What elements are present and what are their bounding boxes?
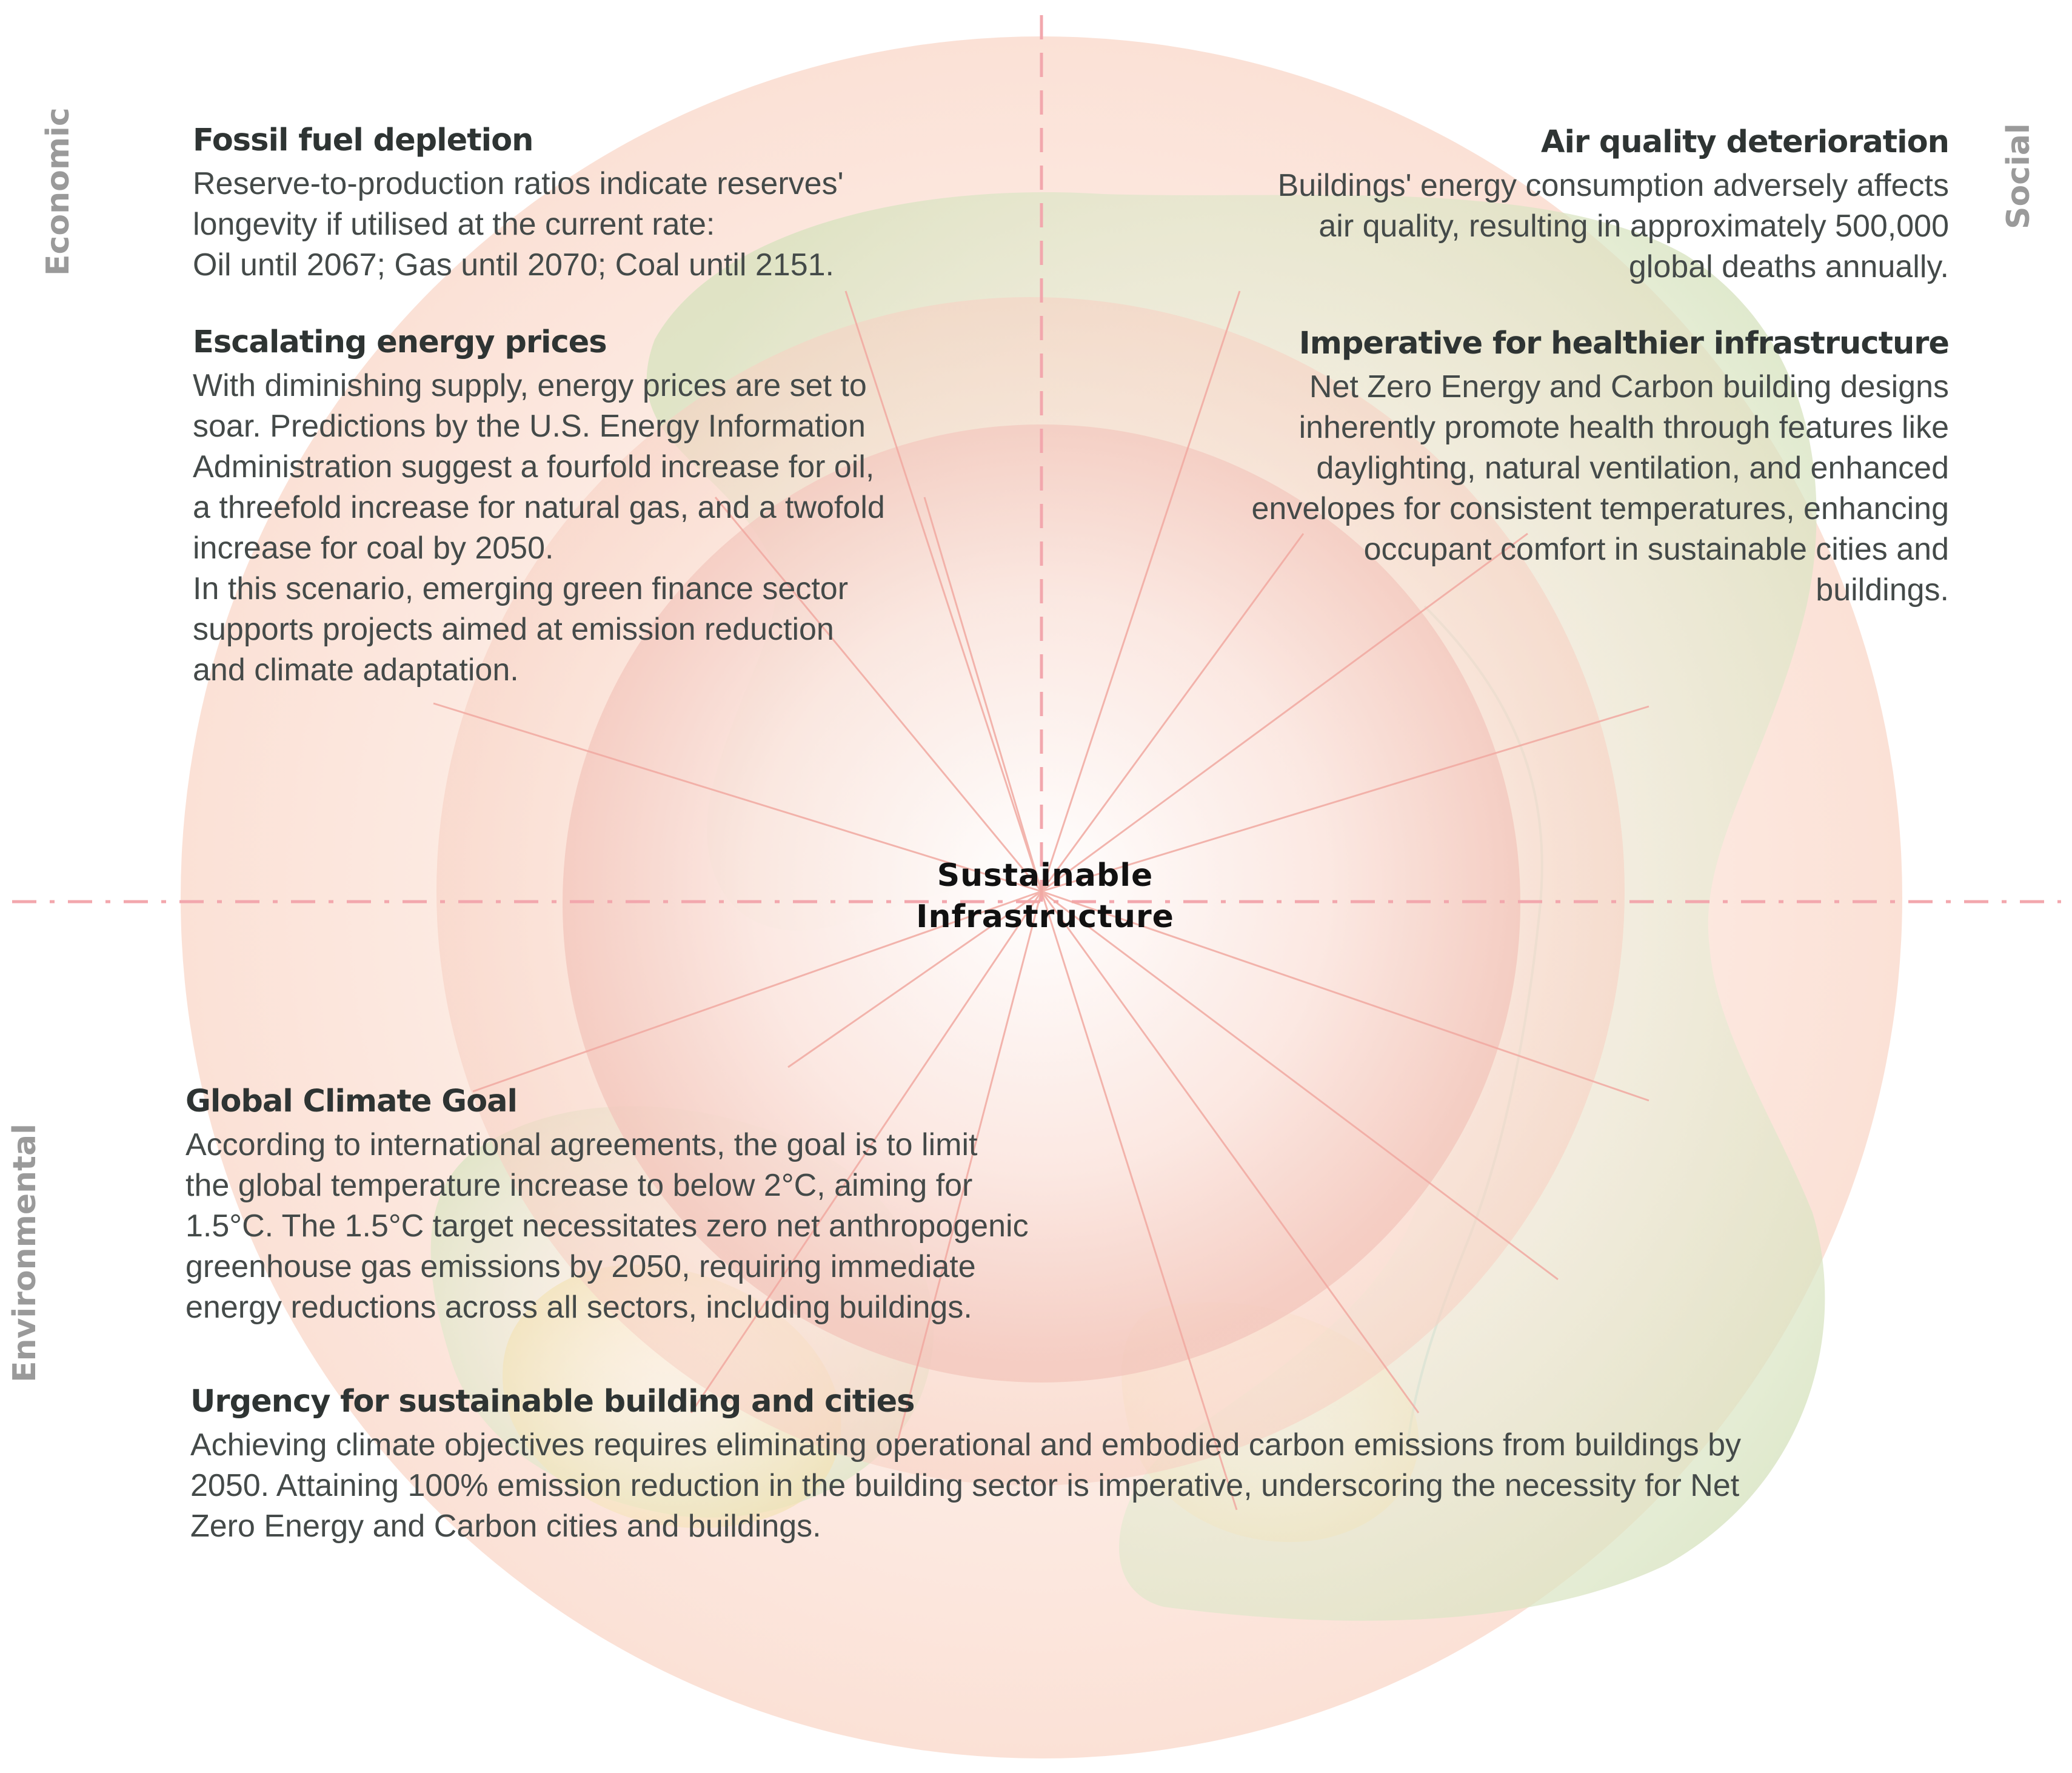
block-global-climate-goal	[185, 1082, 1155, 1328]
block-fossil-fuel-depletion	[193, 121, 981, 286]
block-escalating-energy-prices	[193, 323, 993, 691]
block-urgency-sustainable-building	[190, 1383, 2009, 1547]
block-body: With diminishing supply, energy prices are set to soar. Predictions by the U.S. Energy Information Administration suggest a fourfold increase for oil, a threefold increase for natural gas, and a twofold increase for coal by 2050. In this scenario, emerging green finance sector supports projects aimed at emission reduction and climate adaptation.	[193, 368, 885, 688]
block-body: Net Zero Energy and Carbon building designs inherently promote health through features like daylighting, natural ventilation, and enhanced envelopes for consistent temperatures, enhancing occupant comfort in sustainable cities and buildings.	[1251, 369, 1949, 608]
block-body: Reserve-to-production ratios indicate reserves' longevity if utilised at the current rate: Oil until 2067; Gas until 2070; Coal until 2151.	[193, 166, 844, 283]
center-title-line-2: Infrastructure	[916, 899, 1174, 935]
block-body: According to international agreements, the goal is to limit the global temperature increase to below 2°C, aiming for 1.5°C. The 1.5°C target necessitates zero net anthropogenic greenhouse gas emissions by 2050, requiring immediate energy reductions across all sectors, including buildings.	[185, 1127, 1029, 1325]
center-title	[894, 855, 1197, 937]
block-title: Fossil fuel depletion	[193, 122, 533, 158]
block-healthier-infrastructure	[1043, 324, 1949, 611]
axis-label-social: Social	[2000, 123, 2037, 229]
axis-label-environmental: Environmental	[7, 1124, 43, 1383]
center-title-line-1: Sustainable	[937, 857, 1154, 894]
block-air-quality-deterioration	[1043, 123, 1949, 287]
block-title: Global Climate Goal	[185, 1084, 518, 1119]
block-title: Air quality deterioration	[1541, 124, 1949, 160]
block-title: Imperative for healthier infrastructure	[1298, 326, 1949, 361]
block-title: Urgency for sustainable building and cities	[190, 1384, 915, 1419]
axis-label-economic: Economic	[40, 107, 76, 276]
block-title: Escalating energy prices	[193, 324, 607, 360]
block-body: Achieving climate objectives requires eliminating operational and embodied carbon emissions from buildings by 2050. Attaining 100% emission reduction in the building sector is imperative, underscoring the necessity for Net Zero Energy and Carbon cities and buildings.	[190, 1427, 1742, 1544]
block-body: Buildings' energy consumption adversely affects air quality, resulting in approximately 500,000 global deaths annually.	[1277, 168, 1949, 284]
